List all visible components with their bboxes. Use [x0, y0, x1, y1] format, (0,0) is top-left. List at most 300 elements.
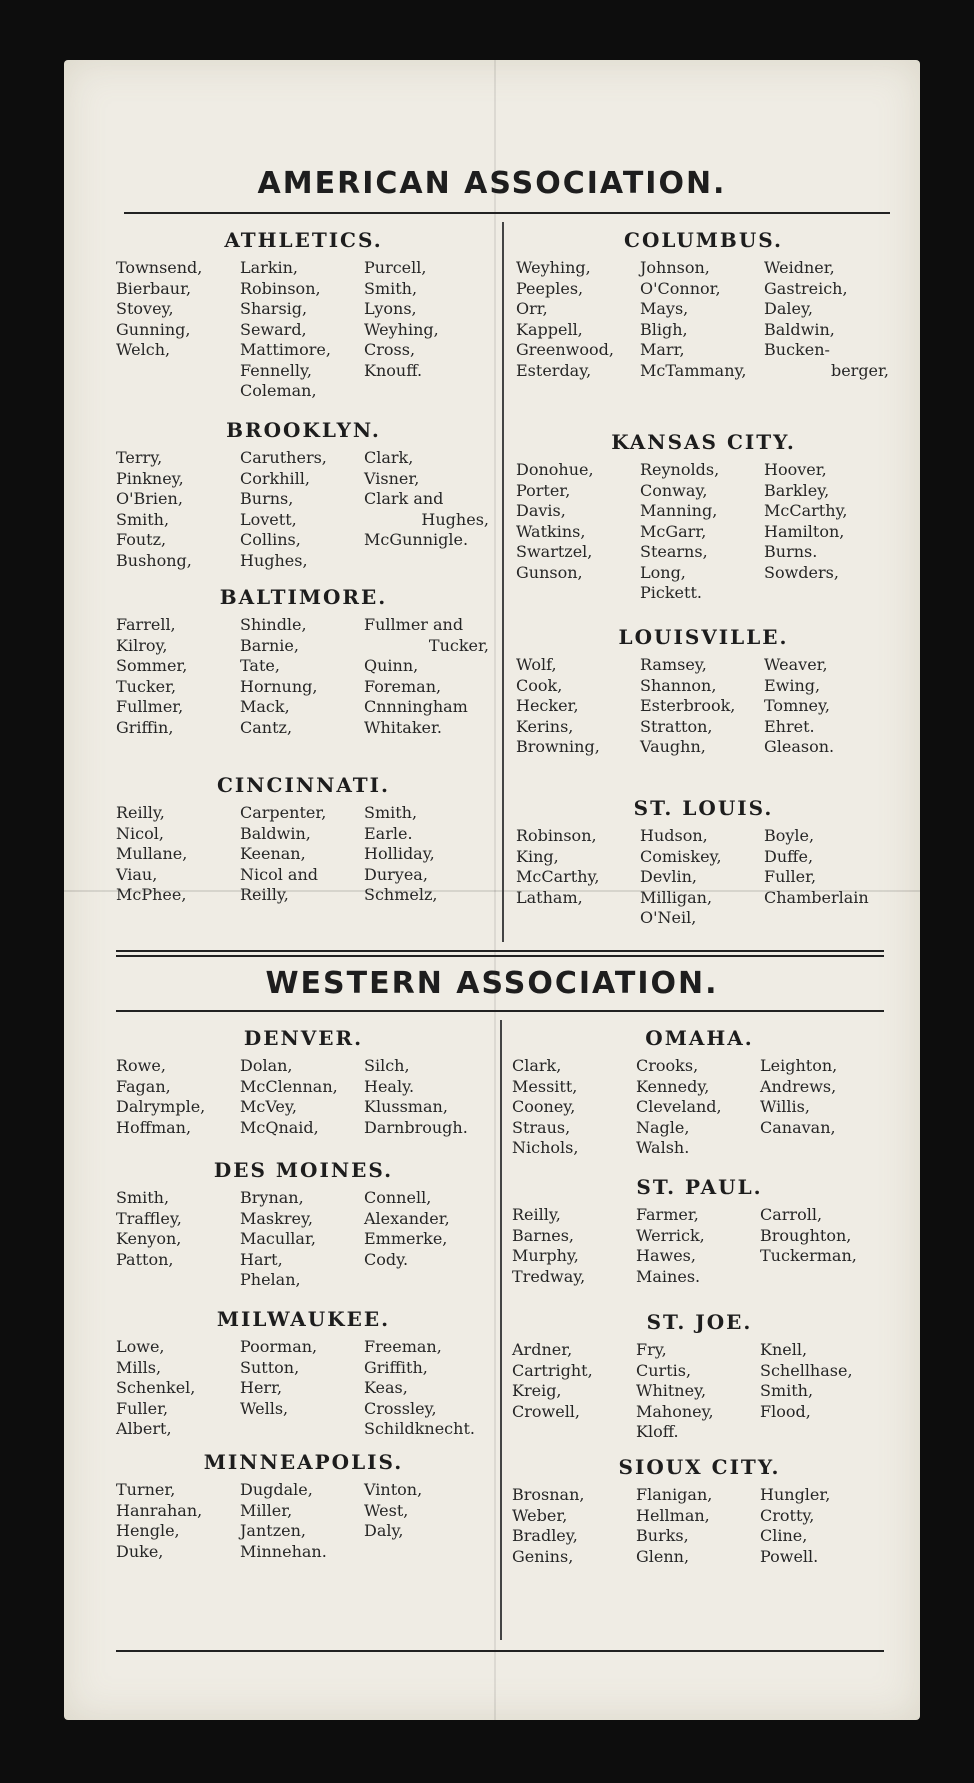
player-name: Sommer,	[116, 656, 188, 675]
player-name: Clark,	[512, 1056, 562, 1075]
roster-column	[116, 448, 240, 571]
roster-column	[516, 826, 640, 929]
team-block	[516, 625, 891, 758]
player-name: Orr,	[516, 299, 548, 318]
player-name: Klussman,	[364, 1097, 448, 1116]
roster	[512, 1485, 887, 1567]
roster-column	[364, 803, 491, 906]
team-name: LOUISVILLE.	[618, 625, 789, 649]
roster-column	[760, 1205, 887, 1287]
team-block	[116, 228, 491, 402]
player-name: Reilly,	[512, 1205, 561, 1224]
player-name: Kappell,	[516, 319, 583, 339]
player-name: Silch,	[364, 1056, 410, 1075]
player-name: Stearns,	[640, 542, 708, 561]
player-name: Weyhing,	[364, 319, 439, 339]
roster-column	[640, 258, 764, 381]
roster-column	[116, 1337, 240, 1440]
team-name: ST. LOUIS.	[633, 796, 774, 820]
western-title-rule	[116, 1010, 884, 1012]
team-name: SIOUX CITY.	[618, 1455, 781, 1479]
player-name: Daley,	[764, 299, 813, 318]
player-name: Swartzel,	[516, 542, 593, 561]
player-name: Holliday,	[364, 844, 435, 863]
team-block	[116, 418, 491, 571]
player-name: Smith,	[116, 509, 170, 529]
team-block	[512, 1310, 887, 1443]
player-name: Seward,	[240, 319, 307, 339]
player-name: Traffley,	[116, 1208, 182, 1228]
player-name: Tucker,	[116, 676, 177, 696]
player-name: Duffe,	[764, 846, 814, 866]
team-block	[512, 1455, 887, 1567]
player-name: Sowders,	[764, 562, 839, 582]
player-name: Crooks,	[636, 1056, 699, 1075]
roster-column	[364, 448, 491, 571]
roster-column	[760, 1340, 887, 1443]
player-name: Freeman,	[364, 1337, 442, 1356]
player-name: McGarr,	[640, 521, 707, 541]
player-name: Ardner,	[512, 1340, 573, 1359]
player-name: berger,	[830, 360, 889, 380]
roster-column	[636, 1205, 760, 1287]
player-name: Welch,	[116, 340, 171, 359]
player-name: O'Connor,	[640, 278, 721, 298]
american-title-rule	[124, 212, 890, 214]
player-name: Reynolds,	[640, 460, 720, 479]
player-name: Burns.	[764, 542, 818, 561]
player-name: Connell,	[364, 1188, 432, 1207]
player-name: Donohue,	[516, 460, 594, 479]
player-name: Stovey,	[116, 299, 174, 318]
player-name: Minnehan.	[240, 1541, 327, 1561]
player-name: Farmer,	[636, 1205, 699, 1224]
player-name: Ramsey,	[640, 655, 707, 674]
player-name: Tucker,	[428, 635, 489, 655]
section-separator-rule-2	[116, 955, 884, 957]
player-name: Hecker,	[516, 696, 579, 715]
player-name: Maskrey,	[240, 1208, 313, 1228]
player-name: Leighton,	[760, 1056, 838, 1075]
team-name: OMAHA.	[645, 1026, 754, 1050]
roster	[116, 1188, 491, 1291]
roster	[516, 655, 891, 758]
team-name: MILWAUKEE.	[216, 1307, 391, 1331]
roster-column	[364, 615, 491, 738]
american-column-divider	[502, 222, 504, 942]
player-name: Darnbrough.	[364, 1117, 468, 1137]
roster-column	[760, 1056, 887, 1159]
roster-column	[240, 1480, 364, 1562]
player-name: Knouff.	[364, 360, 423, 380]
player-name: Reilly,	[240, 885, 289, 904]
player-name: Cantz,	[240, 717, 293, 737]
player-name: Crossley,	[364, 1398, 437, 1418]
team-block	[516, 796, 891, 929]
player-name: Reilly,	[116, 803, 165, 822]
player-name: Walsh.	[636, 1138, 690, 1157]
player-name: Kloff.	[636, 1422, 679, 1441]
player-name: Brosnan,	[512, 1485, 585, 1504]
player-name: Fuller,	[764, 867, 817, 886]
player-name: Rowe,	[116, 1056, 166, 1075]
player-name: Cody.	[364, 1249, 409, 1269]
player-name: Townsend,	[116, 258, 203, 277]
player-name: Alexander,	[364, 1208, 450, 1228]
player-name: Visner,	[364, 468, 420, 488]
player-name: Gunson,	[516, 562, 583, 582]
player-name: Sutton,	[240, 1357, 300, 1377]
player-name: Mahoney,	[636, 1401, 714, 1421]
roster-column	[116, 803, 240, 906]
player-name: Browning,	[516, 737, 600, 756]
player-name: Mays,	[640, 299, 689, 318]
player-name: Griffin,	[116, 717, 174, 737]
player-name: Foutz,	[116, 530, 167, 549]
team-block	[116, 1158, 491, 1291]
player-name: Weyhing,	[516, 258, 591, 277]
player-name: Pinkney,	[116, 468, 184, 488]
player-name: McTammany,	[640, 360, 747, 380]
player-name: Nicol and	[240, 864, 318, 884]
player-name: Smith,	[364, 278, 418, 298]
roster	[116, 1337, 491, 1440]
roster-column	[364, 258, 491, 402]
western-column-divider	[500, 1020, 502, 1640]
player-name: Bushong,	[116, 550, 192, 570]
player-name: Barkley,	[764, 480, 830, 500]
team-block	[516, 430, 891, 604]
player-name: Emmerke,	[364, 1229, 448, 1248]
roster	[516, 460, 891, 604]
player-name: Kerins,	[516, 716, 574, 736]
roster-column	[764, 826, 891, 929]
roster-column	[116, 615, 240, 738]
roster	[516, 826, 891, 929]
roster-column	[764, 258, 891, 381]
player-name: Hellman,	[636, 1505, 710, 1525]
player-name: Clark and	[364, 489, 444, 508]
player-name: Hoover,	[764, 460, 827, 479]
player-name: Kreig,	[512, 1381, 562, 1400]
player-name: Schildknecht.	[364, 1419, 475, 1438]
player-name: Willis,	[760, 1097, 810, 1116]
player-name: Fullmer,	[116, 697, 184, 716]
player-name: Robinson,	[516, 826, 597, 845]
roster-column	[760, 1485, 887, 1567]
player-name: Herr,	[240, 1378, 283, 1397]
roster-column	[516, 460, 640, 604]
player-name: Schmelz,	[364, 885, 438, 904]
player-name: Tomney,	[764, 696, 831, 715]
roster-column	[640, 655, 764, 758]
player-name: Lyons,	[364, 299, 417, 318]
team-name: ST. PAUL.	[636, 1175, 763, 1199]
player-name: Barnes,	[512, 1225, 575, 1245]
player-name: Davis,	[516, 501, 566, 520]
roster	[516, 258, 891, 381]
player-name: Healy.	[364, 1076, 415, 1096]
player-name: McQnaid,	[240, 1117, 319, 1137]
player-name: Ewing,	[764, 675, 821, 695]
player-name: Caruthers,	[240, 448, 327, 467]
player-name: McClennan,	[240, 1076, 338, 1096]
player-name: Andrews,	[760, 1076, 837, 1096]
player-name: Peeples,	[516, 278, 584, 298]
team-block	[116, 585, 491, 738]
player-name: Cartright,	[512, 1360, 593, 1380]
player-name: Vaughn,	[640, 737, 706, 756]
player-name: Viau,	[116, 864, 158, 884]
player-name: Foreman,	[364, 676, 442, 696]
player-name: Shannon,	[640, 675, 717, 695]
player-name: Milligan,	[640, 887, 713, 907]
player-name: Baldwin,	[240, 823, 311, 843]
team-name: ST. JOE.	[646, 1310, 753, 1334]
player-name: Carpenter,	[240, 803, 327, 822]
player-name: Griffith,	[364, 1357, 428, 1377]
player-name: Wells,	[240, 1398, 289, 1418]
player-name: Mack,	[240, 697, 290, 716]
roster	[116, 1480, 491, 1562]
roster	[116, 803, 491, 906]
roster-column	[516, 655, 640, 758]
player-name: Conway,	[640, 480, 708, 500]
player-name: Duryea,	[364, 864, 428, 884]
roster-column	[116, 1480, 240, 1562]
player-name: Quinn,	[364, 656, 419, 675]
player-name: Barnie,	[240, 635, 299, 655]
player-name: Tuckerman,	[760, 1246, 857, 1265]
player-name: Gunning,	[116, 319, 191, 339]
roster-column	[636, 1340, 760, 1443]
player-name: Macullar,	[240, 1229, 316, 1248]
player-name: Fry,	[636, 1340, 667, 1359]
player-name: Phelan,	[240, 1270, 301, 1289]
player-name: Esterbrook,	[640, 696, 736, 715]
player-name: Boyle,	[764, 826, 815, 845]
player-name: Marr,	[640, 340, 685, 359]
player-name: Baldwin,	[764, 319, 835, 339]
player-name: Cline,	[760, 1526, 808, 1545]
player-name: Watkins,	[516, 521, 586, 541]
schedule-card	[64, 60, 920, 1720]
player-name: Hoffman,	[116, 1117, 192, 1137]
roster-column	[764, 655, 891, 758]
player-name: Kenyon,	[116, 1229, 182, 1248]
player-name: Clark,	[364, 448, 414, 467]
player-name: Werrick,	[636, 1225, 705, 1245]
player-name: Carroll,	[760, 1205, 823, 1224]
player-name: Miller,	[240, 1500, 293, 1520]
player-name: Long,	[640, 562, 686, 582]
player-name: Turner,	[116, 1480, 176, 1499]
roster-column	[116, 1056, 240, 1138]
player-name: Murphy,	[512, 1246, 579, 1265]
player-name: Hughes,	[421, 509, 489, 529]
player-name: Cross,	[364, 340, 416, 359]
player-name: Keas,	[364, 1378, 408, 1397]
roster-column	[240, 1337, 364, 1440]
player-name: Duke,	[116, 1541, 164, 1561]
player-name: Jantzen,	[240, 1521, 306, 1540]
player-name: Hughes,	[240, 550, 308, 570]
western-association-title: WESTERN ASSOCIATION.	[265, 966, 719, 1001]
team-name: BROOKLYN.	[226, 418, 381, 442]
team-block	[512, 1026, 887, 1159]
player-name: Hart,	[240, 1249, 283, 1269]
player-name: Pickett.	[640, 583, 702, 602]
player-name: Corkhill,	[240, 468, 310, 488]
player-name: Mattimore,	[240, 340, 331, 359]
player-name: McGunnigle.	[364, 530, 469, 549]
player-name: Brynan,	[240, 1188, 304, 1207]
player-name: Porter,	[516, 480, 571, 500]
player-name: Kilroy,	[116, 635, 168, 655]
player-name: O'Brien,	[116, 489, 183, 508]
player-name: Maines.	[636, 1266, 701, 1286]
player-name: Farrell,	[116, 615, 176, 634]
roster-column	[364, 1188, 491, 1291]
player-name: Weidner,	[764, 258, 835, 277]
roster-column	[636, 1485, 760, 1567]
player-name: Hawes,	[636, 1246, 696, 1265]
player-name: West,	[364, 1500, 409, 1520]
team-name: BALTIMORE.	[219, 585, 388, 609]
team-name: DES MOINES.	[213, 1158, 394, 1182]
player-name: Dalrymple,	[116, 1097, 206, 1116]
player-name: McCarthy,	[764, 501, 848, 520]
player-name: Earle.	[364, 823, 413, 843]
player-name: Cnnningham	[364, 697, 468, 716]
player-name: Fennelly,	[240, 360, 313, 380]
team-name: DENVER.	[243, 1026, 364, 1050]
player-name: Canavan,	[760, 1117, 836, 1137]
player-name: Weaver,	[764, 655, 828, 674]
roster-column	[516, 258, 640, 381]
player-name: Schenkel,	[116, 1378, 196, 1397]
player-name: Robinson,	[240, 278, 321, 298]
player-name: Shindle,	[240, 615, 307, 634]
player-name: Flanigan,	[636, 1485, 713, 1504]
team-name: KANSAS CITY.	[611, 430, 796, 454]
player-name: Cooney,	[512, 1097, 576, 1116]
player-name: Kennedy,	[636, 1076, 710, 1096]
roster-column	[240, 1188, 364, 1291]
player-name: Gleason.	[764, 737, 835, 756]
player-name: Hengle,	[116, 1521, 180, 1540]
player-name: Cook,	[516, 675, 563, 695]
player-name: Sharsig,	[240, 299, 308, 318]
player-name: Mullane,	[116, 844, 188, 863]
player-name: Lowe,	[116, 1337, 165, 1356]
roster-column	[512, 1485, 636, 1567]
roster-column	[364, 1056, 491, 1138]
player-name: Purcell,	[364, 258, 427, 277]
roster	[116, 448, 491, 571]
player-name: Curtis,	[636, 1360, 692, 1380]
player-name: Johnson,	[640, 258, 710, 277]
player-name: Genins,	[512, 1546, 574, 1566]
player-name: Knell,	[760, 1340, 808, 1359]
player-name: McCarthy,	[516, 867, 600, 886]
roster	[116, 1056, 491, 1138]
player-name: Nicol,	[116, 823, 164, 843]
player-name: Comiskey,	[640, 846, 722, 866]
player-name: Wolf,	[516, 655, 557, 674]
player-name: Larkin,	[240, 258, 299, 277]
roster-column	[364, 1337, 491, 1440]
team-name: COLUMBUS.	[624, 228, 783, 252]
team-name: ATHLETICS.	[224, 228, 383, 252]
roster	[512, 1056, 887, 1159]
player-name: Daly,	[364, 1521, 404, 1540]
player-name: Bligh,	[640, 319, 688, 339]
player-name: Collins,	[240, 530, 301, 549]
roster-column	[116, 258, 240, 402]
player-name: Nagle,	[636, 1117, 690, 1137]
player-name: Whitney,	[636, 1381, 707, 1400]
team-block	[116, 1026, 491, 1138]
player-name: McPhee,	[116, 885, 187, 904]
player-name: Tate,	[240, 656, 280, 675]
roster-column	[364, 1480, 491, 1562]
roster-column	[640, 826, 764, 929]
player-name: Whitaker.	[364, 717, 442, 737]
roster-column	[240, 258, 364, 402]
roster-column	[512, 1205, 636, 1287]
player-name: Flood,	[760, 1401, 811, 1421]
player-name: Bierbaur,	[116, 278, 192, 298]
player-name: Tredway,	[512, 1266, 586, 1286]
team-block	[116, 1307, 491, 1440]
american-association-title: AMERICAN ASSOCIATION.	[257, 166, 727, 201]
player-name: Hudson,	[640, 826, 708, 845]
player-name: Cleveland,	[636, 1097, 722, 1116]
player-name: Greenwood,	[516, 340, 614, 359]
player-name: Schellhase,	[760, 1360, 853, 1380]
roster-column	[764, 460, 891, 604]
player-name: Messitt,	[512, 1076, 578, 1096]
section-separator-rule-1	[116, 950, 884, 952]
player-name: Devlin,	[640, 867, 697, 886]
player-name: Bucken-	[764, 340, 830, 359]
player-name: Burks,	[636, 1526, 689, 1545]
player-name: Patton,	[116, 1249, 174, 1269]
player-name: Vinton,	[364, 1480, 423, 1499]
player-name: Latham,	[516, 887, 583, 907]
player-name: Glenn,	[636, 1546, 690, 1566]
player-name: Crowell,	[512, 1401, 581, 1421]
player-name: Stratton,	[640, 716, 713, 736]
player-name: Straus,	[512, 1117, 571, 1137]
bottom-rule	[116, 1650, 884, 1652]
team-name: CINCINNATI.	[216, 773, 390, 797]
roster-column	[240, 1056, 364, 1138]
player-name: Esterday,	[516, 360, 592, 380]
player-name: Chamberlain	[764, 887, 869, 907]
roster	[116, 258, 491, 402]
player-name: Crotty,	[760, 1505, 815, 1525]
player-name: Fuller,	[116, 1398, 169, 1418]
roster	[512, 1340, 887, 1443]
player-name: Ehret.	[764, 716, 815, 736]
player-name: Coleman,	[240, 381, 317, 400]
player-name: Fagan,	[116, 1076, 171, 1096]
player-name: King,	[516, 846, 559, 866]
team-block	[116, 1450, 491, 1562]
player-name: Hamilton,	[764, 521, 845, 541]
